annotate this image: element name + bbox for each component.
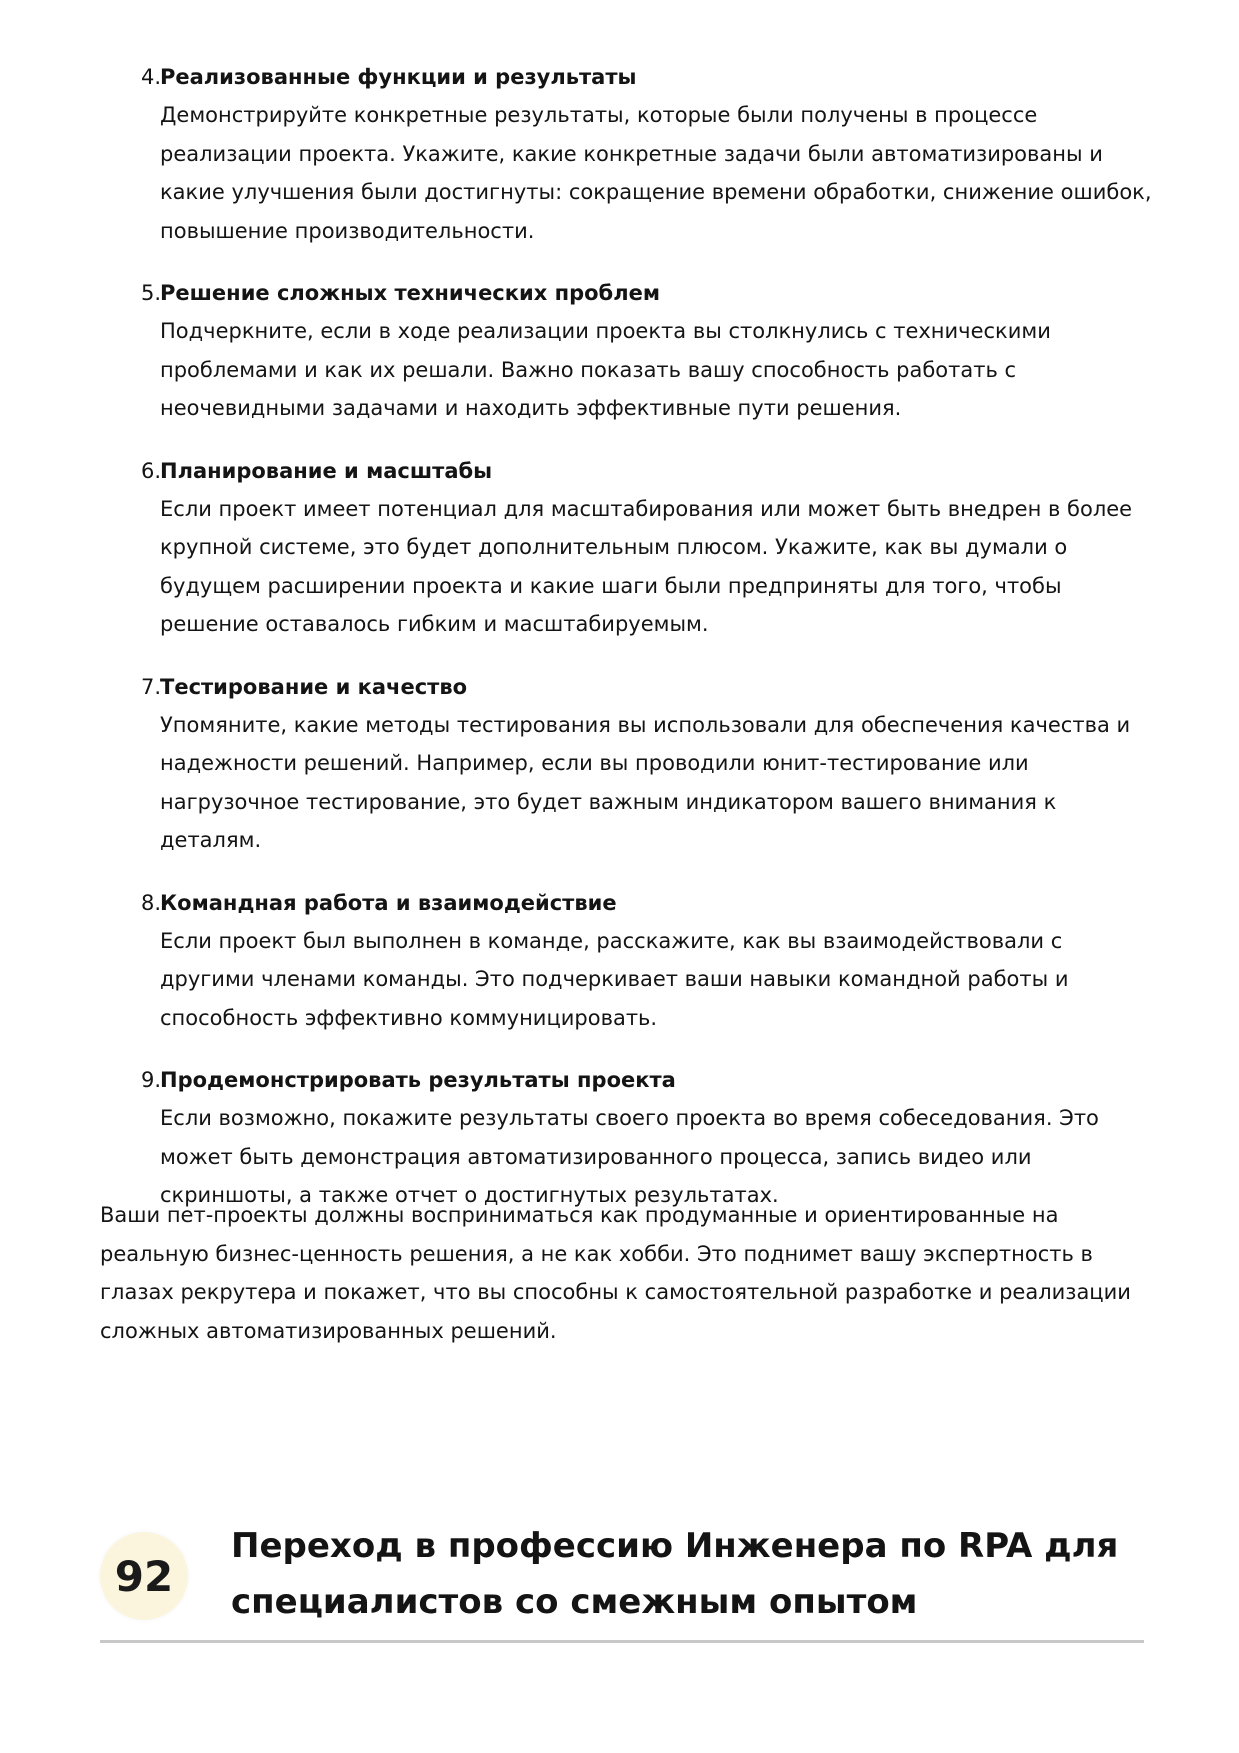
list-item-title: Планирование и масштабы [160,458,493,483]
list-item-body: Если проект имеет потенциал для масштабирования или может быть внедрен в более крупной системе, это будет дополнительным плюсом. Укажите, как вы думали о будущем расширении проекта и какие шаги были предприняты для того, чтобы решение оставалось гибким и масштабируемым. [160,496,1133,636]
list-item [0,1061,1239,1215]
list-item [0,452,1239,644]
list-item-title: Командная работа и взаимодействие [160,890,617,915]
numbered-list [0,58,1239,1239]
list-item-body: Подчеркните, если в ходе реализации проекта вы столкнулись с техническими проблемами и как их решали. Важно показать вашу способность работать с неочевидными задачами и находить эффективные пути решения. [160,319,1051,420]
footer-divider [100,1640,1144,1643]
list-item-title: Продемонстрировать результаты проекта [160,1068,676,1092]
list-item-number: 6. [140,458,161,483]
list-item-body: Демонстрируйте конкретные результаты, которые были получены в процессе реализации проекта. Укажите, какие конкретные задачи были автоматизированы и какие улучшения были достигнуты: сокращение времени обработки, снижение ошибок, повышение производительности. [160,103,1152,243]
list-item-number: 9. [140,1068,161,1092]
summary-paragraph: Ваши пет-проекты должны восприниматься как продуманные и ориентированные на реальную бизнес-ценность решения, а не как хобби. Это поднимет вашу экспертность в глазах рекрутера и покажет, что вы способны к самостоятельной разработке и реализации сложных автоматизированных решений. [100,1203,1131,1343]
list-item-title: Тестирование и качество [160,674,468,699]
list-item [0,274,1239,428]
list-item-body: Если возможно, покажите результаты своего проекта во время собеседования. Это может быть демонстрация автоматизированного процесса, запись видео или скриншоты, а также отчет о достигнутых результатах. [160,1106,1099,1207]
list-item-number: 8. [140,890,161,915]
list-item-title: Реализованные функции и результаты [160,65,637,89]
list-item [0,668,1239,860]
page-number-badge: 92 [100,1532,188,1620]
list-item [0,884,1239,1038]
list-item-number: 5. [140,281,161,305]
list-item-title: Решение сложных технических проблем [160,281,661,305]
list-item-number: 7. [140,674,161,699]
chapter-title: Переход в профессию Инженера по RPA для специалистов со смежным опытом [231,1526,1119,1622]
list-item-number: 4. [140,65,161,89]
list-item [0,58,1239,250]
list-item-body: Если проект был выполнен в команде, расскажите, как вы взаимодействовали с другими членами команды. Это подчеркивает ваши навыки командной работы и способность эффективно коммуницировать. [160,928,1069,1030]
list-item-body: Упомяните, какие методы тестирования вы использовали для обеспечения качества и надежности решений. Например, если вы проводили юнит-тестирование или нагрузочное тестирование, это будет важным индикатором вашего внимания к деталям. [160,712,1131,852]
